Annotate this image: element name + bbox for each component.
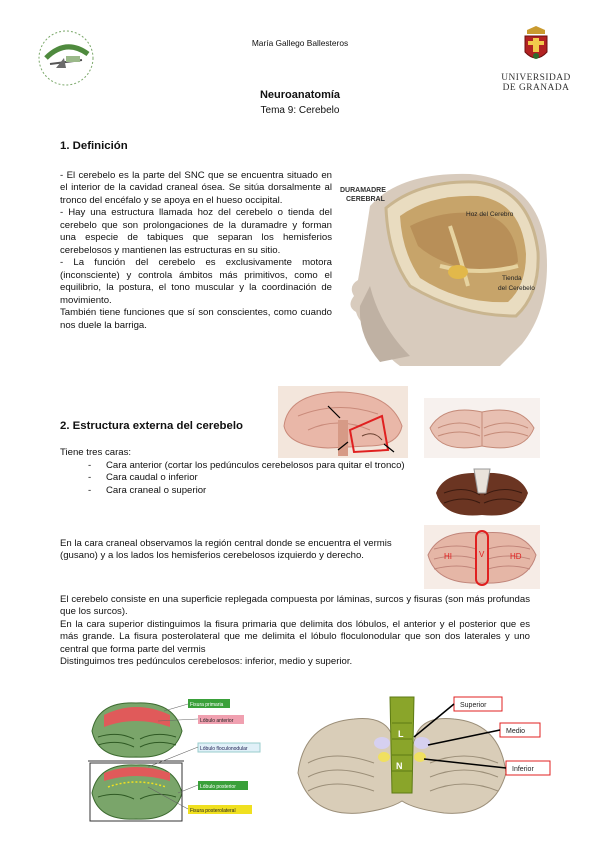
cerebellum-superior-image: [424, 525, 540, 589]
label-del-cerebelo: del Cerebelo: [498, 285, 535, 292]
university-name-line1: UNIVERSIDAD: [501, 73, 571, 84]
paragraph: El cerebelo consiste en una superficie replegada compuesta por láminas, surcos y fisuras (son más profundas que los surcos).: [60, 594, 530, 618]
label-lobulo-floculonodular: Lóbulo floculonodular: [200, 746, 248, 752]
label-v: V: [479, 550, 485, 559]
cranial-face-text: En la cara craneal observamos la región central donde se encuentra el vermis (gusano) y a los lados los hemisferios cerebelosos izquierdo y derecho.: [60, 538, 392, 562]
label-hi: HI: [444, 552, 452, 561]
label-hoz-cerebro: Hoz del Cerebro: [466, 211, 514, 218]
label-fisura-primaria: Fisura primaria: [190, 702, 224, 708]
faces-list: [88, 460, 418, 497]
list-item: - Cara anterior (cortar los pedúnculos cerebelosos para quitar el tronco): [88, 460, 418, 472]
author-name: María Gallego Ballesteros: [251, 38, 349, 48]
paragraph: Distinguimos tres pedúnculos cerebelosos: inferior, medio y superior.: [60, 656, 353, 668]
label-lobulo-anterior: Lóbulo anterior: [200, 718, 234, 724]
label-tienda: Tienda: [502, 275, 522, 282]
university-name-line2: DE GRANADA: [502, 82, 570, 93]
surface-text: [60, 594, 530, 669]
section-1-text: [60, 170, 332, 332]
label-duramadre: DURAMADRE: [340, 187, 386, 194]
label-l: L: [398, 729, 404, 739]
university-crest-icon: [519, 26, 553, 66]
paragraph: En la cara superior distinguimos la fisura primaria que delimita dos lóbulos, el anterior y el posterior que es más grande. La fisura posterolateral que me delimita el lóbulo floculonodular que son dos laterales y uno central que forma parte del vermis: [60, 618, 530, 655]
label-fisura-posterolateral: Fisura posterolateral: [190, 808, 236, 814]
paragraph: - La función del cerebelo es exclusivamente motora (inconsciente) y controla ámbitos más primitivos, como el equilibrio, la postura, el tono muscular y la coordinación de movimiento.: [60, 257, 332, 306]
list-item: - Cara craneal o superior: [88, 485, 418, 497]
label-superior: Superior: [460, 702, 487, 709]
list-item: - Cara caudal o inferior: [88, 472, 418, 484]
document-subtitle: Tema 9: Cerebelo: [260, 105, 340, 116]
cerebellum-anterior-image: [424, 398, 540, 458]
label-medio: Medio: [506, 728, 526, 735]
label-inferior: Inferior: [512, 766, 534, 773]
paragraph: - Hay una estructura llamada hoz del cerebelo o tienda del cerebelo que son prolongaciones de la duramadre y forman una especie de tabiques que separan los hemisferios cerebelosos y mantienen las estructuras en su sitio.: [60, 207, 332, 256]
label-n: N: [396, 761, 403, 771]
label-hd: HD: [510, 552, 522, 561]
paragraph: También tiene funciones que sí son conscientes, como cuando nos duele la barriga.: [60, 307, 332, 331]
university-logo: [496, 26, 576, 94]
cerebellar-peduncles-diagram: [294, 693, 558, 821]
cerebellum-inferior-image: [424, 463, 540, 521]
sagittal-brain-image: [278, 386, 408, 458]
label-lobulo-posterior: Lóbulo posterior: [200, 784, 236, 790]
faces-intro: Tiene tres caras:: [60, 447, 132, 458]
document-title: Neuroanatomía: [259, 89, 341, 101]
faculty-logo: [36, 28, 96, 88]
label-cerebral: CEREBRAL: [346, 196, 385, 203]
dura-mater-illustration: [340, 166, 552, 370]
paragraph: - El cerebelo es la parte del SNC que se encuentra situado en el interior de la cavidad craneal ósea. Se sitúa dorsalmente al tronco del encéfalo y se apoya en el hueso occipital.: [60, 170, 332, 206]
section-1-heading: 1. Definición: [60, 140, 128, 152]
section-2-heading: 2. Estructura externa del cerebelo: [60, 420, 243, 432]
cerebellar-lobes-diagram: [88, 697, 268, 823]
